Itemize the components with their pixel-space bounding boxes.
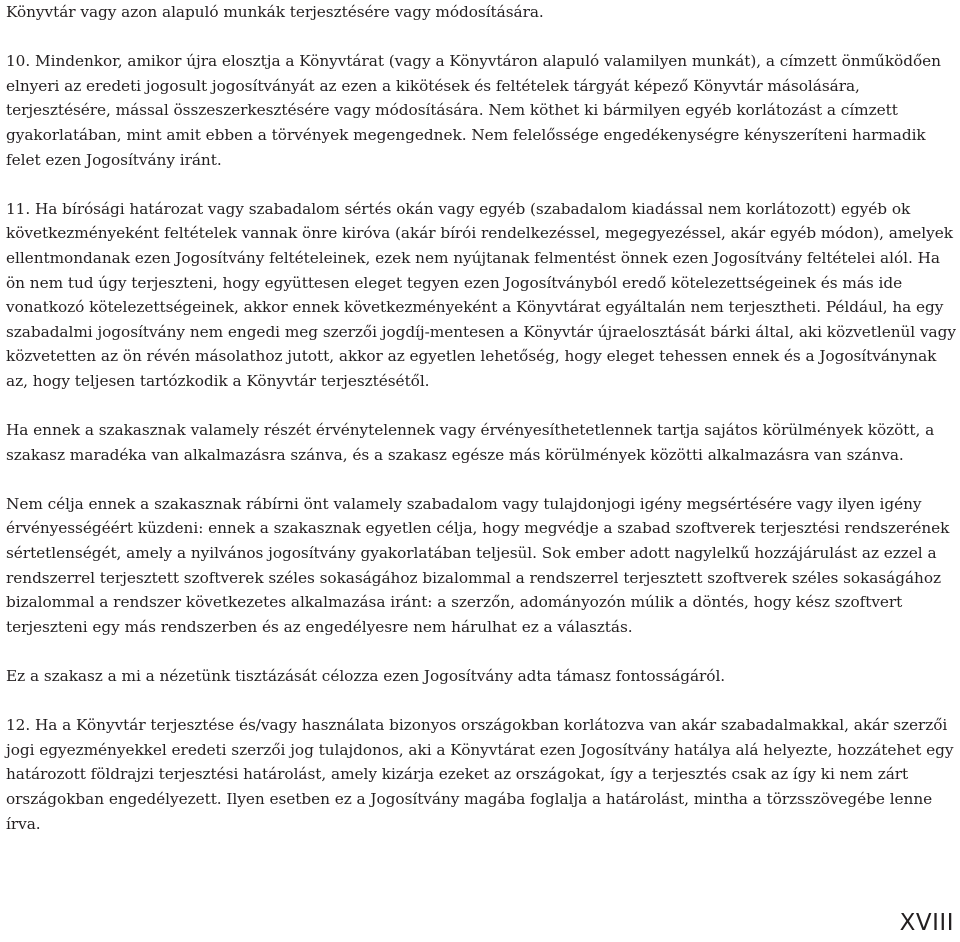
- paragraph-gap: [6, 689, 956, 714]
- paragraph-invalid-part: Ha ennek a szakasznak valamely részét érvénytelennek vagy érvényesíthetetlennek tartja sajátos körülmények között, a szakasz maradéka van alkalmazásra szánva, és a szakasz egésze más körülmények közötti alkalmazásra van szánva.: [6, 421, 935, 464]
- paragraph-gap: [6, 467, 956, 492]
- paragraph-gap: [6, 172, 956, 197]
- paragraph-intro: Könyvtár vagy azon alapuló munkák terjesztésére vagy módosítására.: [6, 3, 544, 21]
- paragraph-gap: [6, 639, 956, 664]
- paragraph-gap: [6, 394, 956, 419]
- document-body: [6, 0, 956, 836]
- paragraph-purpose: Nem célja ennek a szakasznak rábírni önt valamely szabadalom vagy tulajdonjogi igény megsértésére vagy ilyen igény érvényességéért küzdeni: ennek a szakasznak egyetlen célja, hogy megvédje a szabad szoftverek terjesztési rendszerének sértetlenségét, amely a nyilvános jogosítvány gyakorlatában teljesül. Sok ember adott nagylelkű hozzájárulást az ezzel a rendszerrel terjesztett szoftverek széles sokaságához bizalommal a rendszerrel terjesztett szoftverek széles sokaságához bizalommal a rendszer következetes alkalmazása iránt: a szerzőn, adományozón múlik a döntés, hogy kész szoftvert terjeszteni egy más rendszerben és az engedélyesre nem hárulhat ez a választás.: [6, 494, 950, 636]
- page-number: XVIII: [899, 910, 954, 936]
- paragraph-gap: [6, 25, 956, 50]
- paragraph-section-12: 12. Ha a Könyvtár terjesztése és/vagy használata bizonyos országokban korlátozva van akár szabadalmakkal, akár szerzői jogi egyezményekkel eredeti szerzői jog tulajdonos, aki a Könyvtárat ezen Jogosítvány hatálya alá helyezte, hozzátehet egy határozott földrajzi terjesztési határolást, amely kizárja ezeket az országokat, így a terjesztés csak az így ki nem zárt országokban engedélyezett. Ilyen esetben ez a Jogosítvány magába foglalja a határolást, mintha a törzsszövegébe lenne írva.: [6, 716, 954, 833]
- paragraph-section-11: 11. Ha bírósági határozat vagy szabadalom sértés okán vagy egyéb (szabadalom kiadással nem korlátozott) egyéb ok következményeként feltételek vannak önre kiróva (akár bírói rendelkezéssel, megegyezéssel, akár egyéb módon), amelyek ellentmondanak ezen Jogosítvány feltételeinek, ezek nem nyújtanak felmentést önnek ezen Jogosítvány feltételei alól. Ha ön nem tud úgy terjeszteni, hogy együttesen eleget tegyen ezen Jogosítványból eredő kötelezettségeinek és más ide vonatkozó kötelezettségeinek, akkor ennek következményeként a Könyvtárat egyáltalán nem terjesztheti. Például, ha egy szabadalmi jogosítvány nem engedi meg szerzői jogdíj-mentesen a Könyvtár újraelosztását bárki által, aki közvetlenül vagy közvetetten az ön révén másolathoz jutott, akkor az egyetlen lehetőség, hogy eleget tehessen ennek és a Jogosítványnak az, hogy teljesen tartózkodik a Könyvtár terjesztésétől.: [6, 199, 956, 390]
- paragraph-clarification: Ez a szakasz a mi a nézetünk tisztázását célozza ezen Jogosítvány adta támasz fontosságáról.: [6, 667, 726, 686]
- paragraph-section-10: 10. Mindenkor, amikor újra elosztja a Könyvtárat (vagy a Könyvtáron alapuló valamilyen munkát), a címzett önműködően elnyeri az eredeti jogosult jogosítványát az ezen a kikötések és feltételek tárgyát képező Könyvtár másolására, terjesztésére, mással összeszerkesztésére vagy módosítására. Nem köthet ki bármilyen egyéb korlátozást a címzett gyakorlatában, mint amit ebben a törvények megengednek. Nem felelőssége engedékenységre kényszeríteni harmadik felet ezen Jogosítvány iránt.: [6, 52, 941, 169]
